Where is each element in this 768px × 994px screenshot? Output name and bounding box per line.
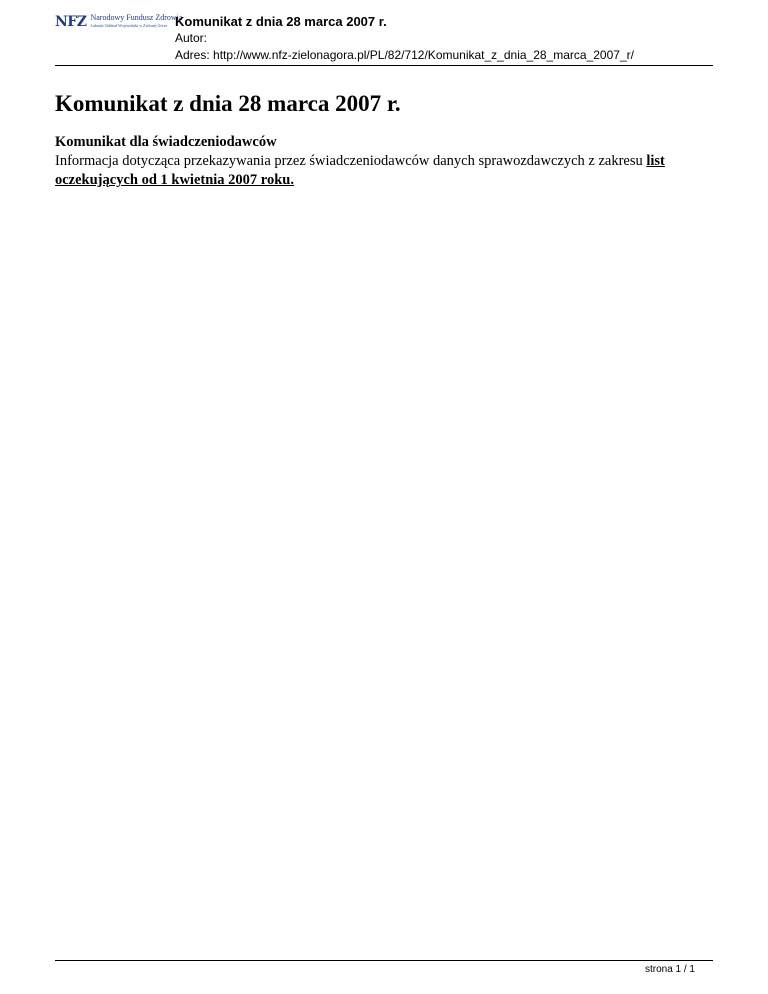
logo-mark: NFZ: [55, 14, 87, 30]
page-header: [55, 12, 713, 66]
logo-line-1: Narodowy Fundusz Zdrowia: [90, 13, 183, 22]
article-content: [55, 133, 715, 190]
article-body-text: Informacja dotycząca przekazywania przez świadczeniodawców danych sprawozdawczych z zakresu: [55, 153, 647, 169]
header-address: Adres: http://www.nfz-zielonagora.pl/PL/82/712/Komunikat_z_dnia_28_marca_2007_r/: [175, 48, 634, 62]
page-title: Komunikat z dnia 28 marca 2007 r.: [55, 91, 401, 116]
header-title: Komunikat z dnia 28 marca 2007 r.: [175, 14, 387, 29]
page-number: strona 1 / 1: [644, 964, 695, 975]
nfz-logo: [55, 13, 183, 36]
logo-text: [90, 14, 182, 28]
article-paragraph: [55, 152, 715, 190]
waiting-lists-link[interactable]: list oczekujących od 1 kwietnia 2007 roku.: [55, 153, 665, 188]
header-author: Autor:: [175, 31, 208, 45]
page-footer: [55, 960, 713, 975]
header-info: [175, 14, 634, 64]
article-subtitle: Komunikat dla świadczeniodawców: [55, 134, 277, 150]
logo-line-2: Lubuski Oddział Wojewódzki w Zielonej Górze: [90, 23, 168, 28]
